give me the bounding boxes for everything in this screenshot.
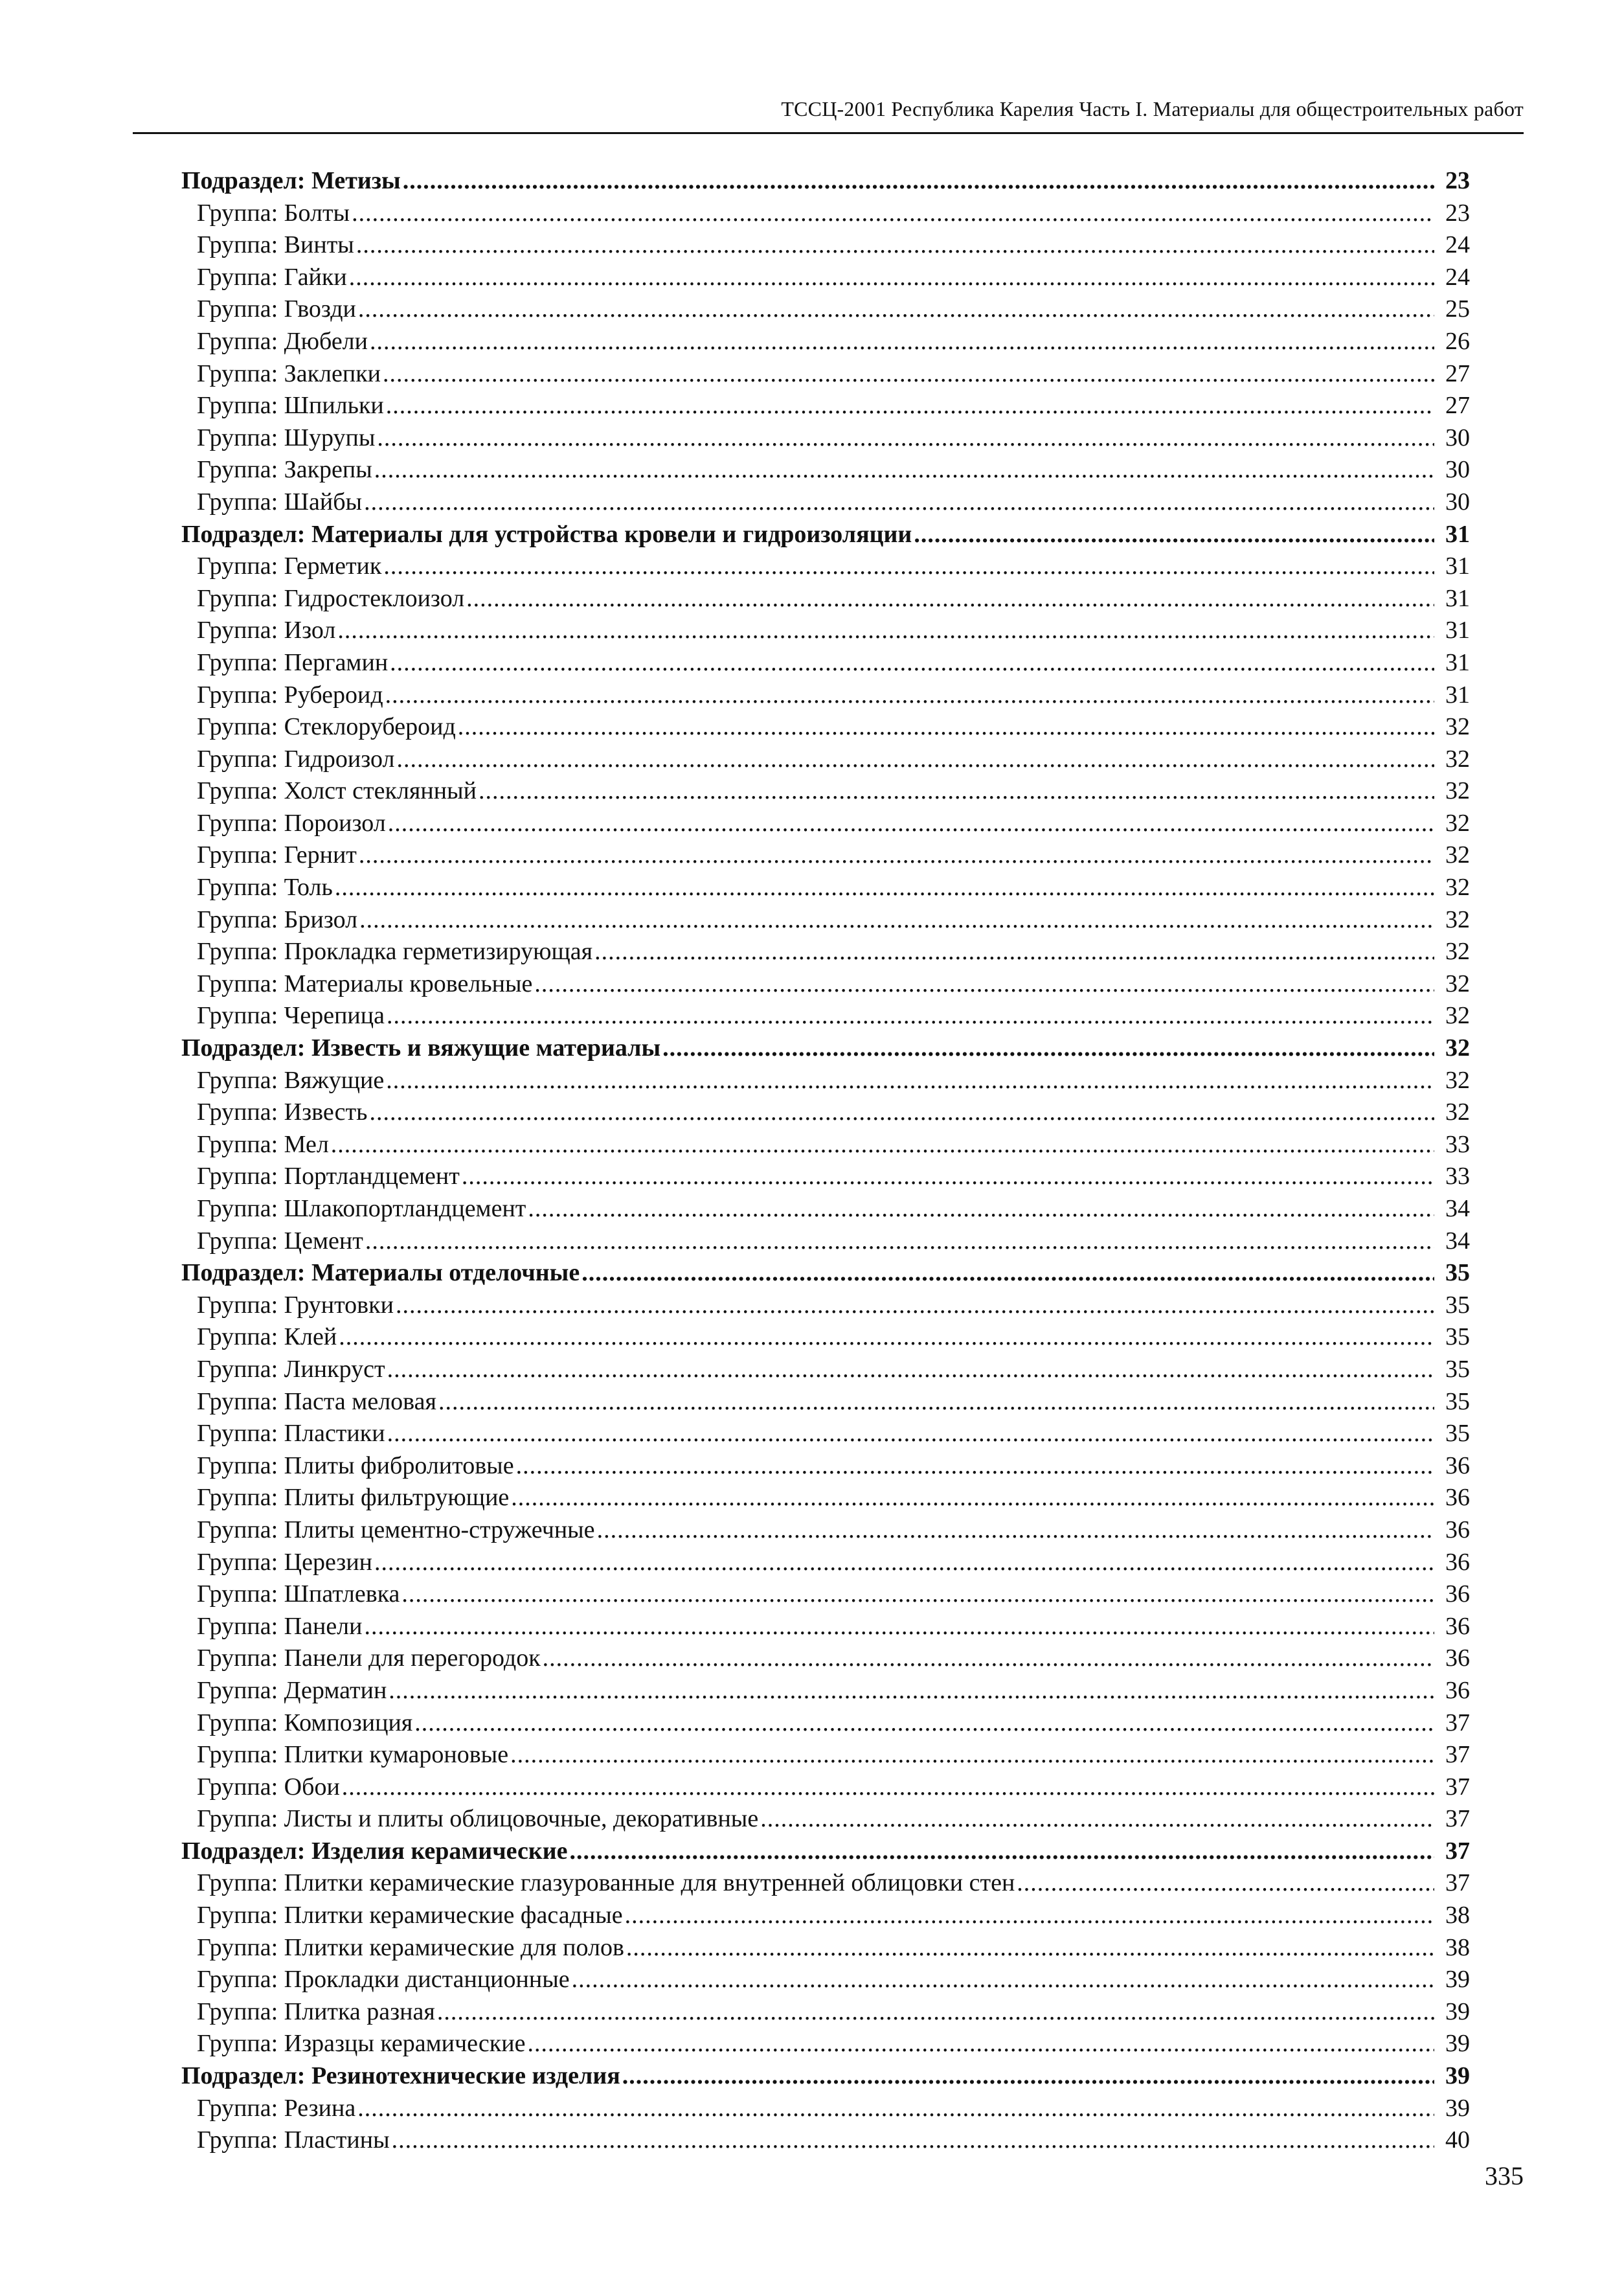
dot-leader [377,422,1434,455]
dot-leader [760,1803,1434,1836]
toc-group-entry [175,1321,1470,1354]
toc-group-entry [175,1290,1470,1322]
toc-group-entry [175,262,1470,294]
toc-entry-label: Группа: Прокладки дистанционные [197,1966,570,1994]
toc-entry-page: 31 [1445,617,1470,644]
toc-entry-page: 32 [1445,905,1470,933]
dot-leader [594,936,1434,968]
toc-entry-page: 31 [1445,584,1470,612]
toc-entry-label: Группа: Изол [197,617,336,644]
toc-entry-label: Подраздел: Известь и вяжущие материалы [181,1034,661,1062]
dot-leader [625,1900,1434,1932]
toc-entry-label: Группа: Гвозди [197,295,356,323]
toc-entry-label: Группа: Болты [197,199,350,227]
toc-entry-page: 36 [1445,1676,1470,1704]
toc-entry-label: Группа: Пороизол [197,809,386,837]
toc-group-entry [175,358,1470,391]
dot-leader [365,1225,1434,1258]
toc-entry-page: 36 [1445,1612,1470,1640]
toc-group-entry [175,1129,1470,1161]
toc-entry-page: 35 [1445,1387,1470,1415]
toc-entry-page: 30 [1445,488,1470,516]
toc-entry-page: 34 [1445,1227,1470,1255]
toc-entry-label: Группа: Шлакопортландцемент [197,1195,526,1222]
toc-entry-page: 36 [1445,1548,1470,1576]
toc-entry-label: Группа: Холст стеклянный [197,777,477,805]
toc-section-entry [175,1836,1470,1868]
toc-entry-label: Группа: Шурупы [197,424,376,451]
dot-leader [396,744,1434,776]
dot-leader [364,486,1434,519]
toc-entry-label: Группа: Прокладка герметизирующая [197,938,593,966]
toc-entry-label: Подраздел: Резинотехнические изделия [181,2062,620,2090]
dot-leader [387,1000,1434,1032]
toc-group-entry [175,1193,1470,1225]
dot-leader [331,1129,1434,1161]
toc-entry-label: Группа: Шпатлевка [197,1580,400,1608]
toc-entry-page: 31 [1445,648,1470,676]
toc-entry-label: Группа: Портландцемент [197,1163,460,1190]
toc-entry-page: 36 [1445,1516,1470,1543]
toc-entry-label: Группа: Шпильки [197,392,384,420]
toc-entry-label: Группа: Плитки керамические глазурованные для внутренней облицовки стен [197,1869,1015,1897]
toc-entry-label: Группа: Мел [197,1130,329,1158]
dot-leader [528,1193,1434,1225]
toc-entry-page: 30 [1445,424,1470,451]
toc-group-entry [175,1097,1470,1129]
toc-entry-label: Группа: Линкруст [197,1355,385,1383]
dot-leader [516,1450,1434,1483]
toc-entry-label: Группа: Листы и плиты облицовочные, декоративные [197,1805,759,1833]
toc-entry-page: 32 [1445,777,1470,805]
toc-entry-page: 32 [1445,713,1470,741]
toc-entry-page: 37 [1445,1773,1470,1801]
toc-group-entry [175,1643,1470,1675]
toc-group-entry [175,551,1470,583]
toc-section-entry [175,519,1470,551]
toc-entry-page: 39 [1445,1966,1470,1994]
toc-section-entry [175,1257,1470,1290]
dot-leader [396,1290,1434,1322]
toc-entry-page: 24 [1445,263,1470,291]
toc-entry-label: Группа: Плиты цементно-стружечные [197,1516,595,1543]
dot-leader [462,1161,1434,1193]
toc-entry-label: Группа: Закрепы [197,456,372,484]
toc-entry-label: Группа: Пластины [197,2126,390,2154]
toc-entry-label: Группа: Рубероид [197,681,383,709]
dot-leader [383,551,1434,583]
toc-entry-page: 35 [1445,1291,1470,1319]
toc-entry-page: 32 [1445,874,1470,902]
dot-leader [527,2028,1434,2060]
toc-group-entry [175,1739,1470,1771]
toc-entry-page: 36 [1445,1451,1470,1479]
toc-entry-label: Группа: Шайбы [197,488,363,516]
dot-leader [534,968,1434,1001]
toc-entry-label: Группа: Материалы кровельные [197,970,533,997]
toc-group-entry [175,1771,1470,1804]
toc-entry-page: 27 [1445,359,1470,387]
dot-leader [357,2093,1434,2125]
toc-group-entry [175,679,1470,712]
toc-group-entry [175,1354,1470,1386]
dot-leader [356,229,1434,262]
toc-group-entry [175,1225,1470,1258]
toc-entry-page: 33 [1445,1130,1470,1158]
dot-leader [622,2060,1434,2093]
toc-entry-page: 37 [1445,1837,1470,1865]
toc-entry-label: Группа: Грунтовки [197,1291,394,1319]
toc-group-entry [175,1547,1470,1579]
toc-entry-page: 39 [1445,2062,1470,2090]
dot-leader [352,198,1434,230]
toc-entry-page: 23 [1445,167,1470,194]
toc-entry-label: Подраздел: Материалы отделочные [181,1259,580,1287]
toc-entry-page: 32 [1445,970,1470,997]
dot-leader [597,1514,1434,1547]
toc-group-entry [175,775,1470,808]
toc-group-entry [175,1611,1470,1643]
toc-group-entry [175,293,1470,326]
dot-leader [403,165,1434,198]
dot-leader [386,390,1434,422]
toc-entry-page: 32 [1445,841,1470,869]
toc-entry-label: Группа: Гернит [197,841,357,869]
toc-entry-label: Группа: Герметик [197,552,382,580]
toc-group-entry [175,647,1470,679]
toc-entry-label: Группа: Плиты фильтрующие [197,1484,510,1512]
toc-entry-label: Группа: Плитки керамические для полов [197,1933,624,1961]
dot-leader [543,1643,1434,1675]
toc-entry-page: 40 [1445,2126,1470,2154]
toc-group-entry [175,229,1470,262]
toc-entry-page: 30 [1445,456,1470,484]
page-number: 335 [1485,2161,1524,2190]
toc-entry-label: Подраздел: Материалы для устройства кровели и гидроизоляции [181,520,912,548]
dot-leader [392,2124,1434,2157]
toc-entry-page: 37 [1445,1805,1470,1833]
toc-entry-page: 38 [1445,1933,1470,1961]
dot-leader [479,775,1434,808]
dot-leader [510,1739,1434,1771]
dot-leader [414,1707,1434,1740]
dot-leader [662,1032,1434,1065]
toc-entry-label: Группа: Плитка разная [197,1997,435,2025]
toc-group-entry [175,1578,1470,1611]
toc-entry-page: 32 [1445,938,1470,966]
toc-group-entry [175,326,1470,358]
toc-entry-page: 32 [1445,809,1470,837]
toc-entry-label: Группа: Панели для перегородок [197,1644,541,1672]
toc-entry-label: Группа: Толь [197,874,333,902]
toc-entry-page: 37 [1445,1869,1470,1897]
dot-leader [337,615,1434,647]
toc-group-entry [175,1000,1470,1032]
dot-leader [569,1836,1434,1868]
dot-leader [572,1964,1434,1996]
toc-entry-label: Группа: Бризол [197,905,358,933]
toc-entry-label: Группа: Известь [197,1098,368,1126]
toc-entry-page: 32 [1445,1066,1470,1094]
dot-leader [401,1578,1434,1611]
toc-entry-label: Группа: Винты [197,231,354,259]
dot-leader [438,1386,1434,1418]
dot-leader [358,293,1434,326]
dot-leader [374,454,1434,486]
toc-group-entry [175,1900,1470,1932]
toc-entry-page: 39 [1445,2094,1470,2122]
toc-entry-page: 26 [1445,327,1470,355]
toc-entry-page: 35 [1445,1323,1470,1351]
toc-section-entry [175,1032,1470,1065]
toc-entry-page: 39 [1445,2030,1470,2058]
dot-leader [390,647,1434,679]
toc-group-entry [175,744,1470,776]
toc-group-entry [175,1964,1470,1996]
dot-leader [386,1065,1434,1097]
toc-group-entry [175,839,1470,872]
toc-entry-label: Группа: Плитки кумароновые [197,1741,509,1769]
toc-entry-page: 36 [1445,1644,1470,1672]
toc-group-entry [175,968,1470,1001]
toc-entry-page: 37 [1445,1709,1470,1736]
toc-group-entry [175,1932,1470,1964]
toc-entry-page: 33 [1445,1163,1470,1190]
toc-entry-label: Группа: Композиция [197,1709,413,1736]
toc-entry-page: 36 [1445,1580,1470,1608]
toc-entry-label: Группа: Стеклорубероид [197,713,456,741]
toc-entry-page: 31 [1445,681,1470,709]
dot-leader [339,1321,1434,1354]
dot-leader [359,904,1434,937]
toc-group-entry [175,1065,1470,1097]
toc-entry-page: 39 [1445,1997,1470,2025]
toc-entry-label: Группа: Вяжущие [197,1066,385,1094]
toc-entry-page: 25 [1445,295,1470,323]
toc-entry-label: Группа: Гидростеклоизол [197,584,465,612]
toc-group-entry [175,1418,1470,1450]
toc-group-entry [175,711,1470,744]
dot-leader [387,1418,1434,1450]
toc-entry-page: 31 [1445,552,1470,580]
toc-entry-label: Группа: Дюбели [197,327,368,355]
toc-group-entry [175,486,1470,519]
dot-leader [374,1547,1434,1579]
toc-entry-page: 37 [1445,1741,1470,1769]
toc-entry-label: Группа: Заклепки [197,359,381,387]
dot-leader [466,583,1434,615]
toc-group-entry [175,422,1470,455]
toc-group-entry [175,1867,1470,1900]
toc-entry-page: 23 [1445,199,1470,227]
toc-entry-label: Группа: Черепица [197,1002,385,1030]
running-header: ТССЦ-2001 Республика Карелия Часть I. Материалы для общестроительных работ [781,97,1524,120]
toc-entry-label: Группа: Пластики [197,1420,385,1448]
dot-leader [389,1675,1434,1707]
toc-entry-label: Группа: Обои [197,1773,340,1801]
dot-leader [1017,1867,1434,1900]
toc-entry-label: Группа: Цемент [197,1227,363,1255]
dot-leader [437,1996,1434,2029]
table-of-contents [175,165,1470,2157]
toc-group-entry [175,808,1470,840]
dot-leader [364,1611,1434,1643]
toc-entry-page: 32 [1445,745,1470,773]
toc-group-entry [175,904,1470,937]
toc-entry-page: 27 [1445,392,1470,420]
dot-leader [387,1354,1434,1386]
toc-group-entry [175,583,1470,615]
dot-leader [388,808,1434,840]
toc-entry-page: 35 [1445,1259,1470,1287]
toc-group-entry [175,198,1470,230]
toc-entry-page: 32 [1445,1002,1470,1030]
toc-group-entry [175,1675,1470,1707]
dot-leader [383,358,1434,391]
toc-entry-page: 32 [1445,1034,1470,1062]
header-rule [133,132,1524,134]
toc-entry-label: Подраздел: Метизы [181,167,401,194]
toc-group-entry [175,2028,1470,2060]
toc-entry-page: 35 [1445,1355,1470,1383]
toc-entry-label: Группа: Дерматин [197,1676,387,1704]
toc-group-entry [175,615,1470,647]
dot-leader [342,1771,1434,1804]
toc-entry-label: Группа: Плиты фибролитовые [197,1451,514,1479]
dot-leader [349,262,1434,294]
toc-entry-page: 24 [1445,231,1470,259]
dot-leader [369,1097,1434,1129]
dot-leader [626,1932,1434,1964]
toc-entry-label: Группа: Резина [197,2094,356,2122]
toc-group-entry [175,1450,1470,1483]
toc-entry-label: Подраздел: Изделия керамические [181,1837,568,1865]
dot-leader [359,839,1434,872]
toc-group-entry [175,872,1470,904]
toc-entry-page: 35 [1445,1420,1470,1448]
dot-leader [914,519,1434,551]
toc-group-entry [175,1803,1470,1836]
toc-entry-label: Группа: Пергамин [197,648,389,676]
dot-leader [511,1482,1434,1514]
toc-group-entry [175,1707,1470,1740]
dot-leader [581,1257,1434,1290]
toc-entry-label: Группа: Клей [197,1323,337,1351]
toc-section-entry [175,165,1470,198]
dot-leader [335,872,1434,904]
toc-entry-label: Группа: Изразцы керамические [197,2030,526,2058]
toc-entry-label: Группа: Гидроизол [197,745,395,773]
toc-group-entry [175,454,1470,486]
toc-group-entry [175,1482,1470,1514]
toc-group-entry [175,1386,1470,1418]
toc-entry-page: 36 [1445,1484,1470,1512]
toc-entry-page: 38 [1445,1902,1470,1929]
toc-group-entry [175,936,1470,968]
toc-group-entry [175,1996,1470,2029]
toc-group-entry [175,2093,1470,2125]
toc-entry-page: 32 [1445,1098,1470,1126]
toc-group-entry [175,1514,1470,1547]
toc-entry-label: Группа: Плитки керамические фасадные [197,1902,623,1929]
toc-group-entry [175,1161,1470,1193]
toc-entry-label: Группа: Гайки [197,263,347,291]
toc-entry-page: 31 [1445,520,1470,548]
toc-entry-label: Группа: Церезин [197,1548,372,1576]
dot-leader [385,679,1434,712]
dot-leader [370,326,1434,358]
toc-group-entry [175,390,1470,422]
dot-leader [458,711,1434,744]
toc-section-entry [175,2060,1470,2093]
toc-group-entry [175,2124,1470,2157]
toc-entry-label: Группа: Панели [197,1612,363,1640]
toc-entry-page: 34 [1445,1195,1470,1222]
toc-entry-label: Группа: Паста меловая [197,1387,436,1415]
